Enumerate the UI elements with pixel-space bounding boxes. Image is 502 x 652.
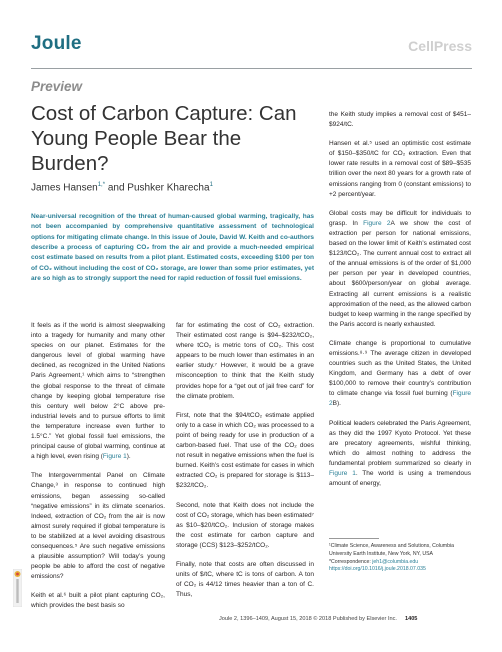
body-column-2 xyxy=(176,321,314,609)
author-affil-marker: 1,* xyxy=(97,182,106,188)
paragraph: Keith et al.⁶ built a pilot plant capturing CO₂, which provides the best basis so xyxy=(31,592,165,610)
author-name: James Hansen xyxy=(31,182,98,194)
footnotes xyxy=(329,543,471,574)
header-rule xyxy=(31,68,472,69)
figure-link[interactable]: Figure 2 xyxy=(329,390,471,408)
paragraph: First, note that the $94/tCO₂ estimate applied only to a case in which CO₂ was processed to a point of being ready for use in production of a carbon-based fuel. That use of the CO₂ does not result in negative emissions when the fuel is burned. Keith’s cost estimate for cases in which extracted CO₂ is prepared for storage is $113–$232/tCO₂. xyxy=(176,411,314,490)
paragraph: It feels as if the world is almost sleepwalking into a tragedy for humanity and many other species on our planet. Estimates for the dangerous level of global warming have declined, as recognized in the United Nations Paris Agreement,¹ which aims to “strengthen the global response to the threat of climate change by keeping global temperature rise this century well below 2°C above pre-industrial levels and to pursue efforts to limit the temperature increase even further to 1.5°C.” Yet global fossil fuel emissions, the principal cause of global warming, continue at a high level, even rising (Figure 1). xyxy=(31,322,165,461)
paragraph: The Intergovernmental Panel on Climate Change,³ in response to continued high emissions, began assessing so-called “negative emissions” in its climate scenarios. Indeed, extraction of CO₂ from the air is now almost surely required if global temperature is to be stabilized at a level avoiding disastrous consequences.⁵ Are such negative emissions a plausible assumption? Will today’s young people be able to afford the cost of negative emissions? xyxy=(31,472,165,581)
page-footer xyxy=(219,616,417,622)
email-link[interactable]: jeh1@columbia.edu xyxy=(372,558,419,565)
abstract: Near-universal recognition of the threat of human-caused global warming, tragically, has not been accompanied by comprehensive quantitative assessment of technological options for mitigating climate change. In this issue of Joule, David W. Keith and co-authors describe a process of capturing CO₂ from the air and provide a much-needed empirical cost estimate based on results from a pilot plant. Estimated costs, exceeding $100 per ton of CO₂ without including the cost of CO₂ storage, are lower than some prior estimates, yet are so high as to strongly support the need for rapid reduction of fossil fuel emissions. xyxy=(31,213,315,283)
article-title: Cost of Carbon Capture: Can Young People Bear the Burden? xyxy=(31,102,297,175)
check-for-updates-icon[interactable] xyxy=(13,569,22,607)
section-label: Preview xyxy=(31,79,83,94)
affiliation-note: ¹Climate Science, Awareness and Solutions, Columbia University Earth Institute, New York, NY, USA xyxy=(329,543,455,557)
doi-link[interactable]: https://doi.org/10.1016/j.joule.2018.07.035 xyxy=(329,566,426,573)
author-name: and Pushker Kharecha xyxy=(105,182,210,194)
figure-link[interactable]: Figure 1 xyxy=(102,453,127,461)
paragraph: Global costs may be difficult for individuals to grasp. In Figure 2A we show the cost of extraction per person for national emissions, based on the lower limit of Keith’s estimated cost $123/tCO₂. The current annual cost to extract all of the annual emissions is of the order of $1,000 per person per year in developed countries, about $600/person/year on global average. Extracting all current emissions is a realistic approximation of the need, as the allowed carbon budget to keep warming in the range specified by the Paris accord is nearly exhausted. xyxy=(329,209,472,328)
paragraph: Finally, note that costs are often discussed in units of $/tC, where tC is tons of carbon. A ton of CO₂ is 44/12 times heavier than a ton of C. Thus, xyxy=(176,560,314,599)
correspondence-note: *Correspondence: jeh1@columbia.edu xyxy=(329,558,419,565)
figure-link[interactable]: Figure 1 xyxy=(329,470,356,477)
paragraph: Climate change is proportional to cumulative emissions.⁸·⁹ The average citizen in developed countries such as the United States, the United Kingdom, and Germany has a debt of over $100,000 to remove their country’s contribution to climate change via fossil fuel burning (Figure 2B). xyxy=(329,339,471,408)
footnote-rule xyxy=(329,538,379,539)
citation-line: Joule 2, 1396–1409, August 15, 2018 © 2018 Published by Elsevier Inc. xyxy=(219,616,397,622)
author-affil-marker: 1 xyxy=(209,182,213,188)
body-column-1 xyxy=(31,321,165,621)
figure-link[interactable]: Figure 2 xyxy=(363,219,391,227)
paragraph: the Keith study implies a removal cost of $451–$924/tC. xyxy=(329,111,471,129)
paragraph: far for estimating the cost of CO₂ extraction. Their estimated cost range is $94–$232/tCO₂, where tCO₂ is metric tons of CO₂. This cost appears to be much lower than estimates in an earlier study.⁷ However, it would be a grave misconception to think that the Keith study provides hope for a “get out of jail free card” for the climate problem. xyxy=(176,322,314,400)
author-line xyxy=(31,182,213,193)
paragraph: Second, note that Keith does not include the cost of CO₂ storage, which has been estimated⁷ as $10–$20/tCO₂. Inclusion of storage makes the cost estimate for carbon capture and storage (CCS) $123–$252/tCO₂. xyxy=(176,501,314,549)
paragraph: Hansen et al.⁵ used an optimistic cost estimate of $150–$350/tC for CO₂ extraction. Even that lower rate results in a removal cost of $89–$535 trillion over the next 80 years for a growth rate of emissions ranging from 0 (constant emissions) to +2 percent/year. xyxy=(329,140,471,198)
publisher-logo: CellPress xyxy=(408,38,472,54)
paragraph: Political leaders celebrated the Paris Agreement, as they did the 1997 Kyoto Protocol. Yet these are precatory agreements, wishful thinking, which do almost nothing to address the fundamental problem summarized so clearly in Figure 1. The world is using a tremendous amount of energy, xyxy=(329,419,471,488)
body-column-3 xyxy=(329,110,471,498)
journal-name: Joule xyxy=(31,33,82,54)
page-number: 1405 xyxy=(404,616,418,622)
